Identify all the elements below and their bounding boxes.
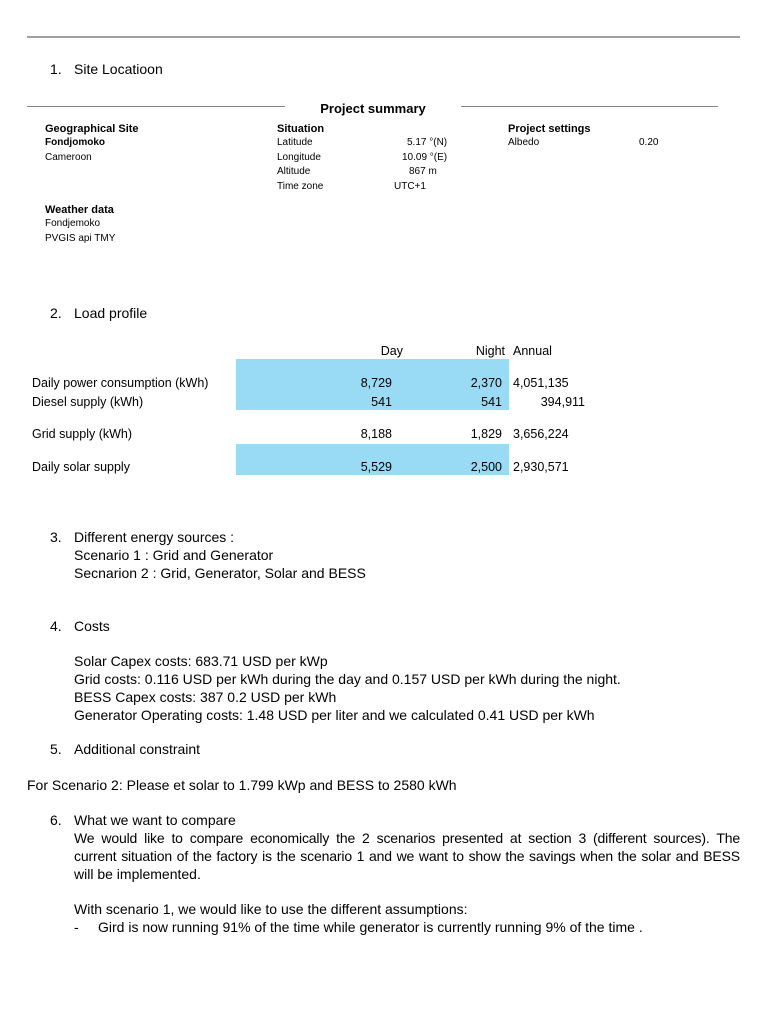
paragraph-line: will be implemented. xyxy=(74,866,201,882)
weather-header: Weather data xyxy=(45,204,114,216)
albedo-value: 0.20 xyxy=(639,137,659,148)
situation-row xyxy=(277,136,457,151)
section-title: Additional constraint xyxy=(74,741,201,757)
settings-header: Project settings xyxy=(508,123,591,135)
row-label: Diesel supply (kWh) xyxy=(32,395,144,409)
cell-annual: 2,930,571 xyxy=(513,460,569,474)
geographical-site xyxy=(45,122,139,165)
situation-row xyxy=(277,165,457,180)
summary-rule-right xyxy=(461,106,718,107)
bullet-text: Gird is now running 91% of the time while generator is currently running 9% of the time . xyxy=(98,919,643,935)
cell-night: 1,829 xyxy=(470,427,502,441)
section-2-heading xyxy=(50,305,147,321)
scenario-line: Scenario 1 : Grid and Generator xyxy=(74,547,274,563)
section-number: 6. xyxy=(50,812,62,828)
cell-day: 541 xyxy=(371,395,392,409)
geo-name: Fondjomoko xyxy=(45,137,105,148)
col-header-day: Day xyxy=(380,344,403,358)
section-title: Different energy sources : xyxy=(74,529,235,545)
section-number: 1. xyxy=(50,61,62,77)
situation-label: Latitude xyxy=(277,137,313,148)
constraint-note: For Scenario 2: Please et solar to 1.799 kWp and BESS to 2580 kWh xyxy=(27,777,457,793)
situation-row xyxy=(277,180,457,195)
section-number: 3. xyxy=(50,529,62,545)
weather-data xyxy=(45,203,115,246)
cell-annual: 3,656,224 xyxy=(513,427,569,441)
section-title: Costs xyxy=(74,618,110,634)
situation-label: Longitude xyxy=(277,151,321,163)
albedo-label: Albedo xyxy=(508,137,540,148)
section-6-heading xyxy=(50,811,236,829)
situation-row xyxy=(277,151,457,166)
situation-block xyxy=(277,122,457,194)
situation-value: 867 m xyxy=(409,166,437,178)
cell-annual: 394,911 xyxy=(540,395,585,409)
situation-value: UTC+1 xyxy=(394,180,426,192)
situation-label: Time zone xyxy=(277,180,324,192)
section-3-heading xyxy=(50,528,710,546)
cell-night: 541 xyxy=(481,395,502,409)
cell-day: 8,729 xyxy=(360,376,392,390)
situation-header: Situation xyxy=(277,123,325,135)
situation-label: Altitude xyxy=(277,166,311,178)
section-number: 5. xyxy=(50,741,62,757)
section-5-heading xyxy=(50,740,200,758)
section-3 xyxy=(50,528,710,582)
geo-header: Geographical Site xyxy=(45,123,139,135)
section-4-heading xyxy=(50,617,730,635)
section-title: Site Locatioon xyxy=(74,61,163,77)
section-1-heading xyxy=(50,61,163,77)
costs-list xyxy=(74,652,744,724)
compare-paragraph xyxy=(74,829,740,883)
row-label: Daily solar supply xyxy=(32,460,130,474)
col-header-night: Night xyxy=(475,344,505,358)
cost-line: Solar Capex costs: 683.71 USD per kWp xyxy=(74,653,328,669)
situation-value: 5.17 °(N) xyxy=(407,137,448,148)
situation-value: 10.09 °(E) xyxy=(402,151,448,163)
col-header-annual: Annual xyxy=(513,344,552,358)
weather-source: PVGIS api TMY xyxy=(45,232,116,244)
project-settings xyxy=(508,122,708,151)
project-summary-title: Project summary xyxy=(320,101,426,116)
cell-night: 2,370 xyxy=(470,376,502,390)
cell-night: 2,500 xyxy=(470,460,502,474)
weather-name: Fondjemoko xyxy=(45,218,101,229)
bullet-mark: - xyxy=(74,919,79,935)
paragraph-line: current situation of the factory is the scenario 1 and we want to show the savings when the solar and BESS xyxy=(74,848,740,864)
cell-annual: 4,051,135 xyxy=(513,376,569,390)
assumption-bullet xyxy=(74,918,740,936)
section-title: What we want to compare xyxy=(74,812,236,828)
summary-rule-left xyxy=(27,106,285,107)
section-number: 4. xyxy=(50,618,62,634)
cost-line: BESS Capex costs: 387 0.2 USD per kWh xyxy=(74,689,337,705)
cell-day: 8,188 xyxy=(360,427,392,441)
cost-line: Grid costs: 0.116 USD per kWh during the day and 0.157 USD per kWh during the night. xyxy=(74,671,621,687)
assumptions-intro: With scenario 1, we would like to use the different assumptions: xyxy=(74,901,468,917)
albedo-row xyxy=(508,136,708,151)
cost-line: Generator Operating costs: 1.48 USD per liter and we calculated 0.41 USD per kWh xyxy=(74,707,595,723)
section-number: 2. xyxy=(50,305,62,321)
section-title: Load profile xyxy=(74,305,148,321)
row-label: Grid supply (kWh) xyxy=(32,427,133,441)
geo-country: Cameroon xyxy=(45,151,92,163)
top-divider xyxy=(27,36,740,38)
row-label: Daily power consumption (kWh) xyxy=(32,376,209,390)
cell-day: 5,529 xyxy=(360,460,392,474)
paragraph-line: We would like to compare economically the 2 scenarios presented at section 3 (different sources). The xyxy=(74,830,740,846)
scenario-line: Secnarion 2 : Grid, Generator, Solar and BESS xyxy=(74,565,366,581)
